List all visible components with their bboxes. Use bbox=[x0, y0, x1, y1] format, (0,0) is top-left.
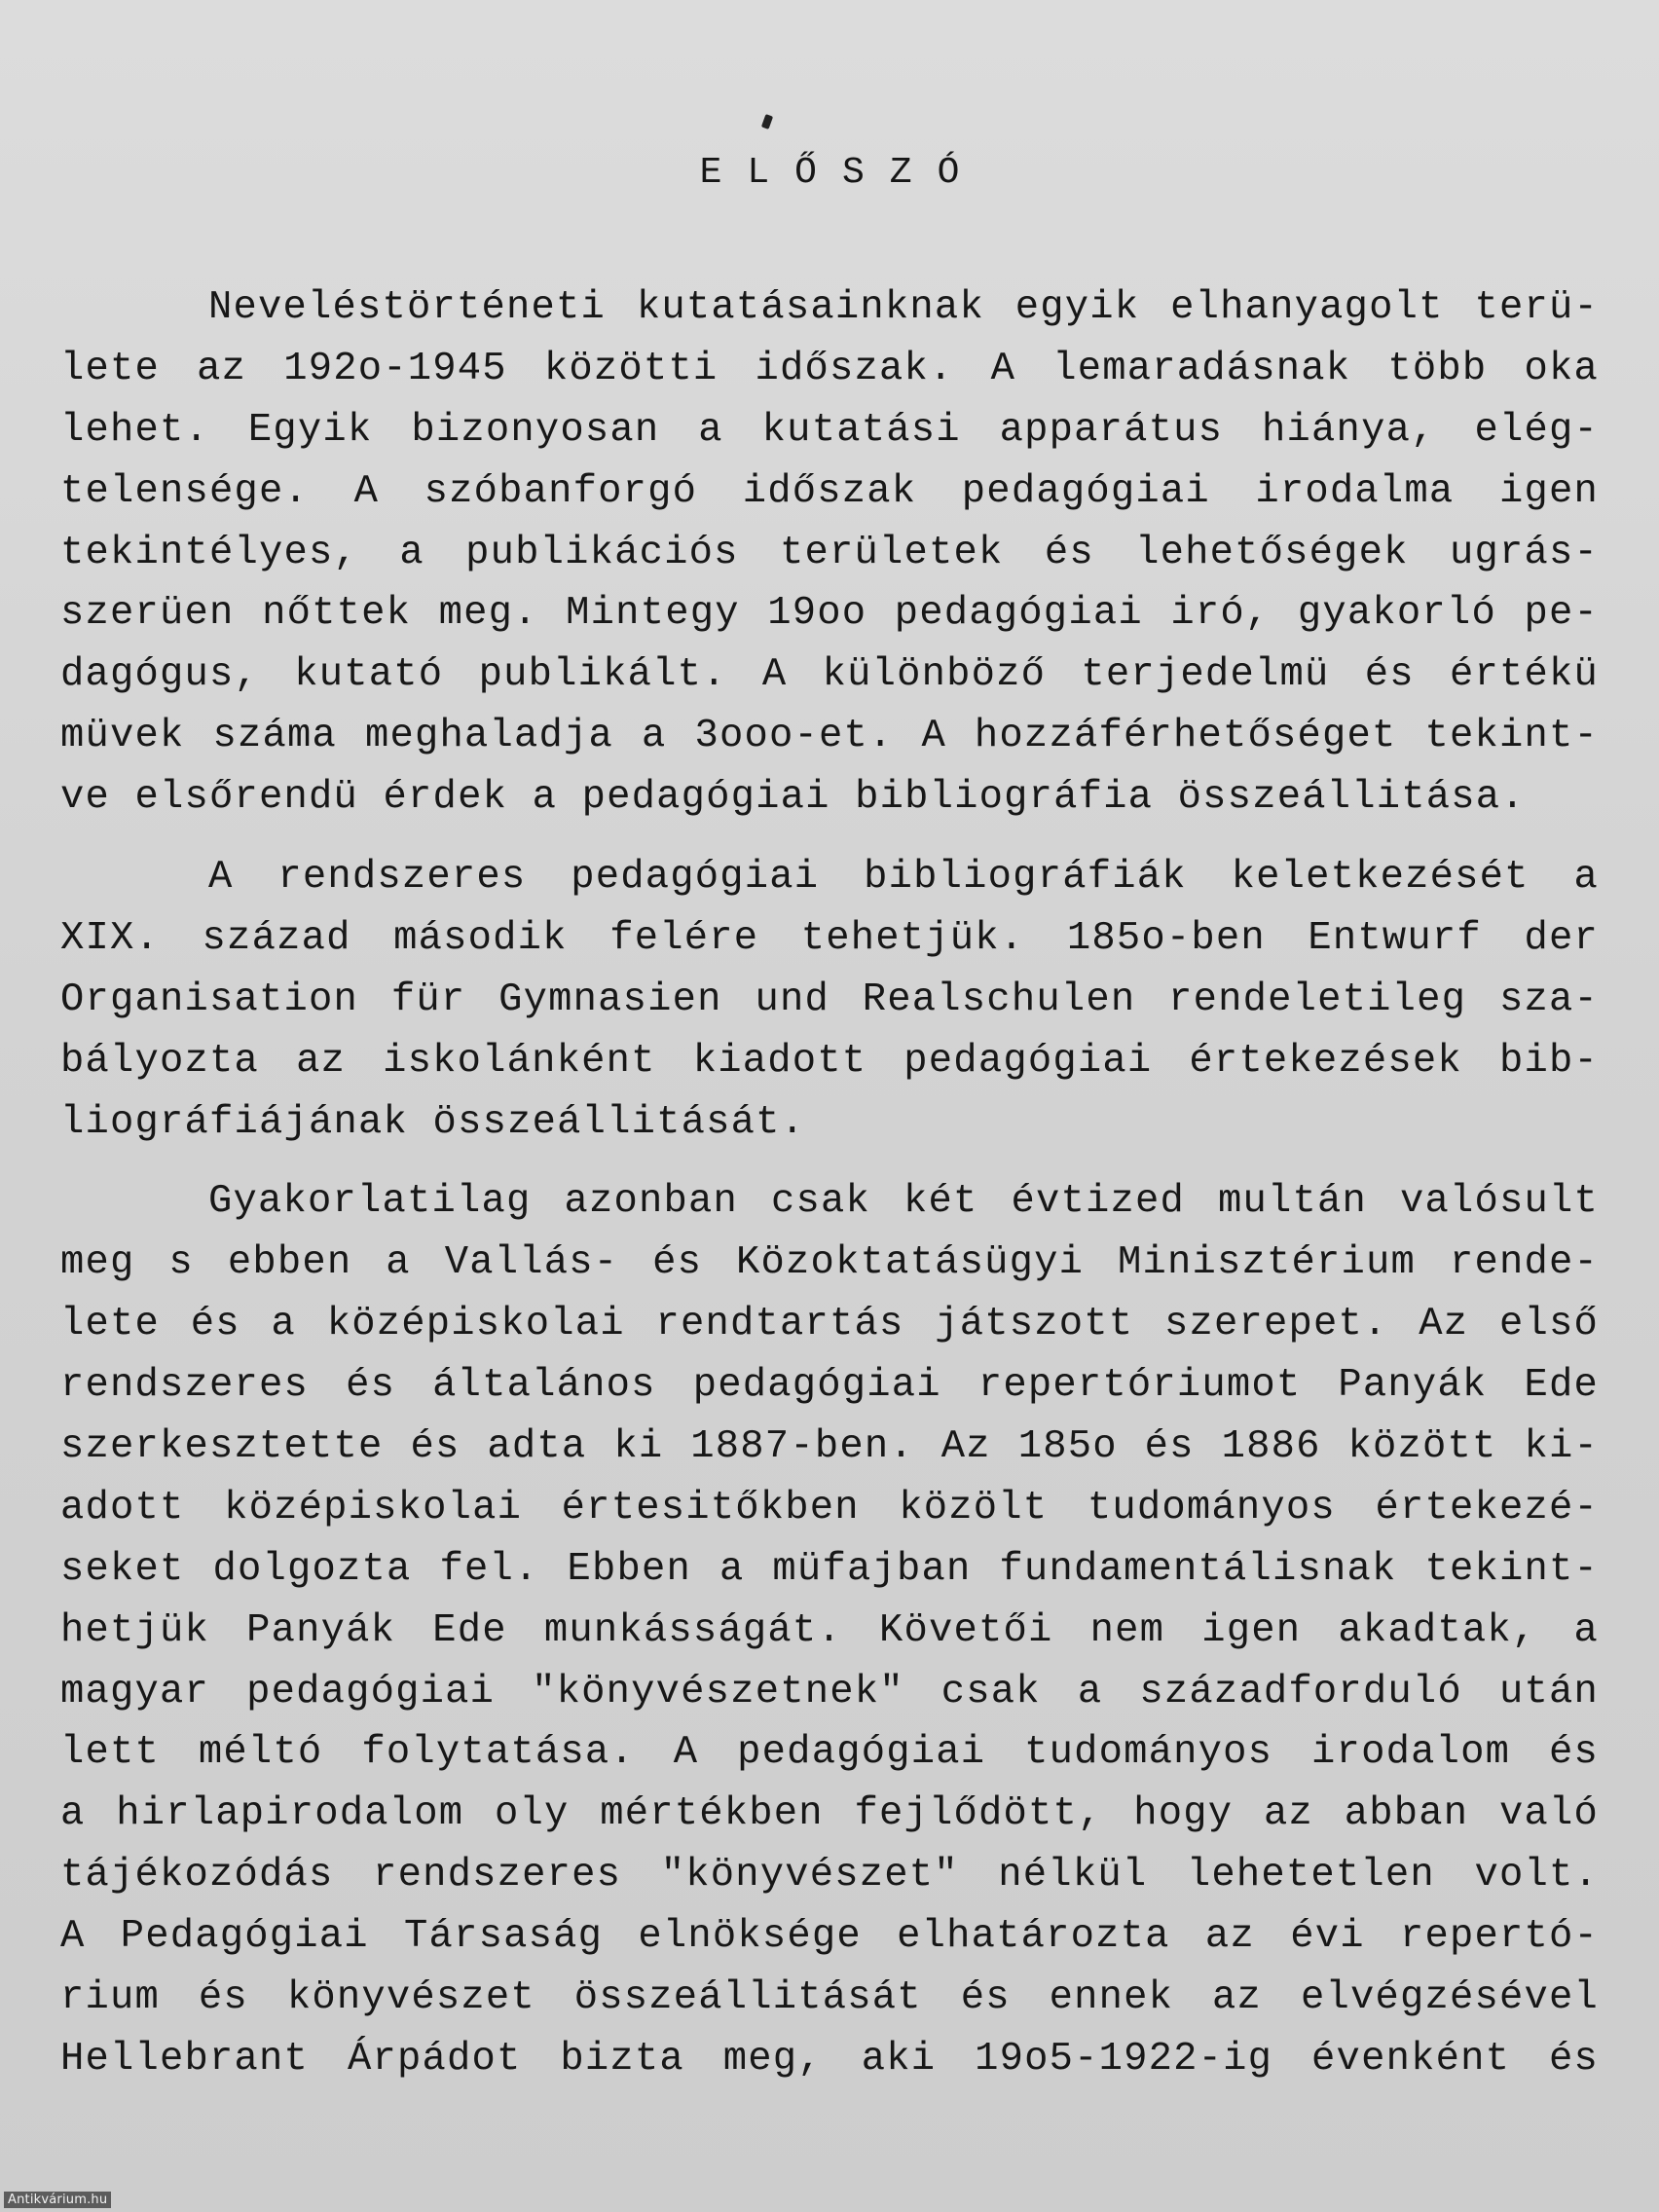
paragraph-3 bbox=[60, 1171, 1599, 2089]
text-line: rendszeres és általános pedagógiai repertóriumot Panyák Ede bbox=[60, 1363, 1599, 1409]
text-line: a hirlapirodalom oly mértékben fejlődött, hogy az abban való bbox=[60, 1791, 1599, 1837]
ink-mark bbox=[761, 114, 773, 129]
text-line: XIX. század második felére tehetjük. 185o-ben Entwurf der bbox=[60, 915, 1599, 961]
text-line: tekintélyes, a publikációs területek és lehetőségek ugrás- bbox=[60, 530, 1599, 575]
text-line: telensége. A szóbanforgó időszak pedagógiai irodalma igen bbox=[60, 468, 1599, 514]
text-line: lete és a középiskolai rendtartás játszott szerepet. Az első bbox=[60, 1302, 1599, 1347]
text-line: lete az 192o-1945 közötti időszak. A lemaradásnak több oka bbox=[60, 346, 1599, 391]
text-line: lett méltó folytatása. A pedagógiai tudományos irodalom és bbox=[60, 1730, 1599, 1776]
site-watermark: Antikvárium.hu bbox=[4, 2192, 111, 2208]
text-line: tájékozódás rendszeres "könyvészet" nélkül lehetetlen volt. bbox=[60, 1853, 1599, 1899]
text-line: A Pedagógiai Társaság elnöksége elhatározta az évi repertó- bbox=[60, 1914, 1599, 1960]
page-title: ELŐSZÓ bbox=[699, 152, 985, 194]
text-line: dagógus, kutató publikált. A különböző terjedelmü és értékü bbox=[60, 652, 1599, 698]
text-line: Hellebrant Árpádot bizta meg, aki 19o5-1922-ig évenként és bbox=[60, 2036, 1599, 2082]
text-line: adott középiskolai értesitőkben közölt tudományos értekezé- bbox=[60, 1485, 1599, 1530]
text-line: bályozta az iskolánként kiadott pedagógiai értekezések bib- bbox=[60, 1038, 1599, 1084]
text-line: liográfiájának összeállitását. bbox=[60, 1099, 806, 1145]
text-line: müvek száma meghaladja a 3ooo-et. A hozzáférhetőséget tekint- bbox=[60, 714, 1599, 759]
text-line: szerkesztette és adta ki 1887-ben. Az 185o és 1886 között ki- bbox=[60, 1424, 1599, 1470]
text-line: seket dolgozta fel. Ebben a müfajban fundamentálisnak tekint- bbox=[60, 1546, 1599, 1592]
text-line: ve elsőrendü érdek a pedagógiai bibliográfia összeállitása. bbox=[60, 775, 1526, 821]
text-line: magyar pedagógiai "könyvészetnek" csak a századforduló után bbox=[60, 1669, 1599, 1714]
text-line: Organisation für Gymnasien und Realschulen rendeletileg sza- bbox=[60, 977, 1599, 1022]
text-line: lehet. Egyik bizonyosan a kutatási apparátus hiánya, elég- bbox=[60, 407, 1599, 453]
document-body bbox=[60, 277, 1599, 2090]
paragraph-2 bbox=[60, 847, 1599, 1153]
text-line: meg s ebben a Vallás- és Közoktatásügyi Minisztérium rende- bbox=[60, 1240, 1599, 1286]
text-line: Neveléstörténeti kutatásainknak egyik elhanyagolt terü- bbox=[208, 285, 1599, 330]
text-line: A rendszeres pedagógiai bibliográfiák keletkezését a bbox=[208, 855, 1599, 901]
text-line: Gyakorlatilag azonban csak két évtized multán valósult bbox=[208, 1179, 1599, 1225]
text-line: szerüen nőttek meg. Mintegy 19oo pedagógiai iró, gyakorló pe- bbox=[60, 591, 1599, 637]
text-line: rium és könyvészet összeállitását és ennek az elvégzésével bbox=[60, 1975, 1599, 2021]
paragraph-1 bbox=[60, 277, 1599, 829]
text-line: hetjük Panyák Ede munkásságát. Követői nem igen akadtak, a bbox=[60, 1607, 1599, 1653]
